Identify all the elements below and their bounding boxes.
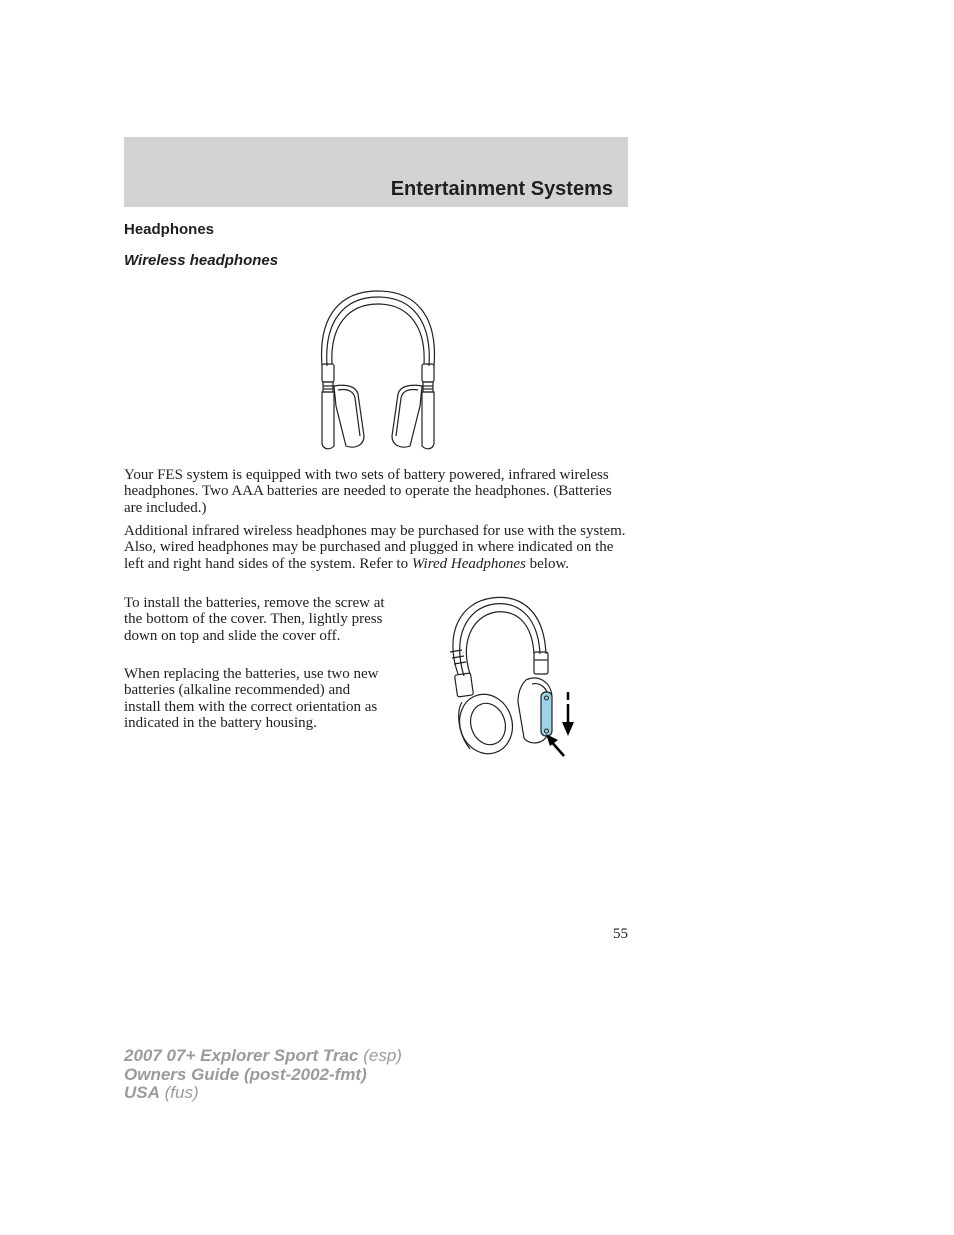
wireless-headphones-front-illustration	[310, 286, 446, 454]
footer-line-3	[124, 1084, 402, 1103]
paragraph-additional-text: Additional infrared wireless headphones may be purchased for use with the system. Also, wired headphones may be purchased and plugged in where indicated on the left and right hand sides of the system. Refer to	[124, 523, 626, 572]
document-footer	[124, 1047, 402, 1103]
footer-model-code: (esp)	[358, 1046, 402, 1065]
wired-headphones-reference: Wired Headphones	[411, 555, 526, 572]
section-header-band	[124, 137, 628, 207]
headphones-battery-cover-illustration	[440, 594, 580, 760]
page-number: 55	[613, 926, 628, 942]
paragraph-system-intro: Your FES system is equipped with two sets of battery powered, infrared wireless headphones. Two AAA batteries are needed to operate the headphones. (Batteries are included.)	[124, 467, 612, 516]
footer-market: USA	[124, 1083, 160, 1102]
footer-market-code: (fus)	[159, 1083, 199, 1102]
footer-line-1	[124, 1047, 402, 1066]
footer-line-2	[124, 1066, 402, 1085]
footer-guide: Owners Guide (post-2002-fmt)	[124, 1064, 367, 1084]
footer-model: 2007 07+ Explorer Sport Trac	[124, 1046, 359, 1065]
paragraph-additional-headphones	[124, 523, 628, 572]
subheading-wireless-headphones: Wireless headphones	[124, 252, 279, 269]
paragraph-additional-tail: below.	[525, 555, 570, 572]
paragraph-replace-batteries: When replacing the batteries, use two new batteries (alkaline recommended) and install them with the correct orientation as indicated in the battery housing.	[124, 666, 379, 731]
paragraph-install-batteries: To install the batteries, remove the screw at the bottom of the cover. Then, lightly press down on top and slide the cover off.	[124, 595, 385, 644]
heading-headphones: Headphones	[124, 221, 215, 238]
section-title: Entertainment Systems	[390, 178, 613, 200]
